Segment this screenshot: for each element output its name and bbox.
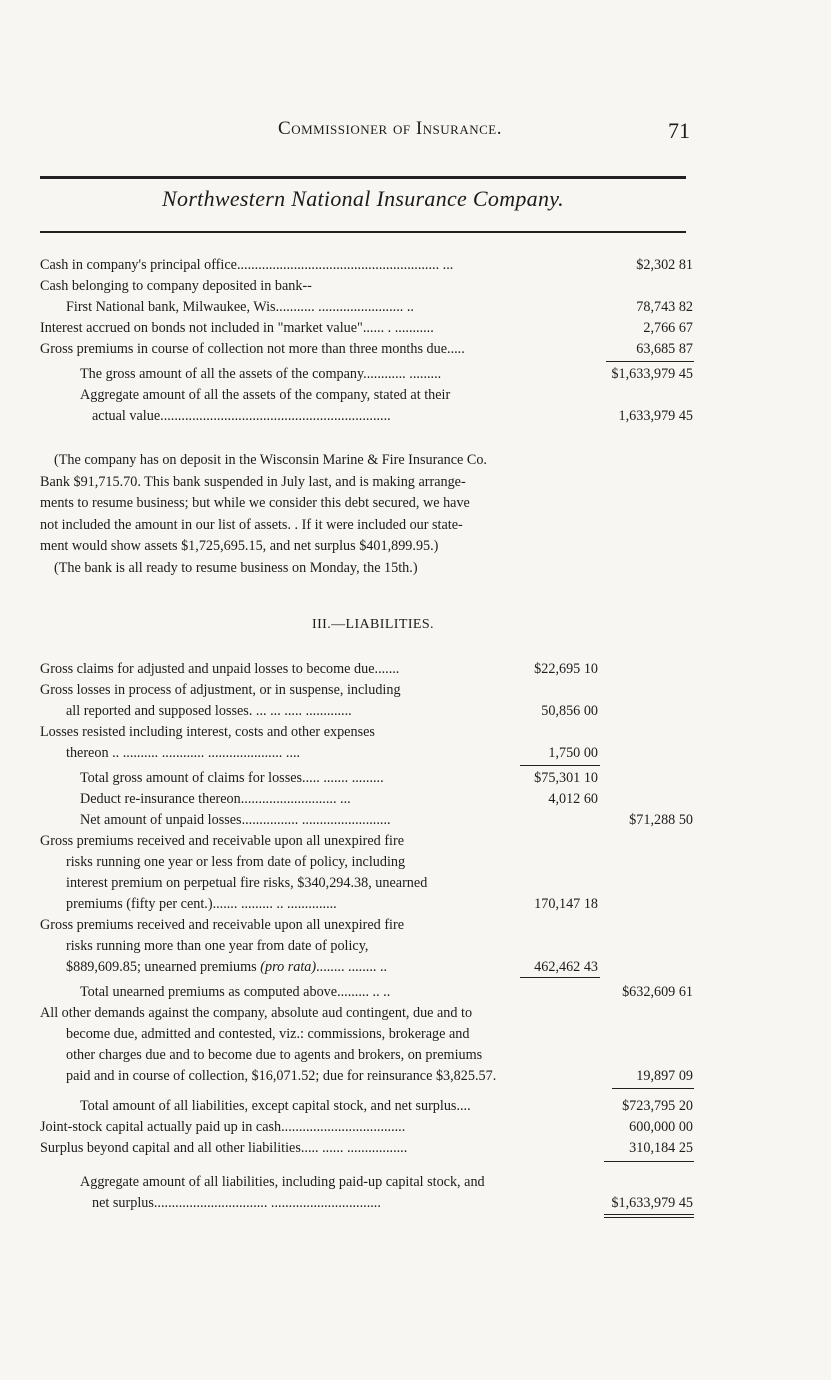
liability-row: Aggregate amount of all liabilities, including paid-up capital stock, and <box>80 1174 485 1190</box>
liability-row: risks running more than one year from date of policy, <box>66 938 369 954</box>
liability-amount: 19,897 09 <box>636 1068 693 1084</box>
asset-row: Cash belonging to company deposited in bank-- <box>40 278 312 294</box>
liability-row: thereon .. .......... ............ ..................... .... <box>66 745 301 761</box>
liability-amount: 1,750 00 <box>548 745 598 761</box>
section-heading: III.—LIABILITIES. <box>312 617 434 632</box>
liability-row: All other demands against the company, absolute aud contingent, due and to <box>40 1005 473 1021</box>
liability-row: Joint-stock capital actually paid up in cash................................... <box>40 1119 406 1135</box>
liability-row: Deduct re-insurance thereon........................... ... <box>80 791 351 807</box>
asset-amount: 78,743 82 <box>636 299 693 315</box>
asset-amount: 63,685 87 <box>636 341 693 357</box>
double-rule-bottom <box>604 1217 694 1218</box>
asset-row: Gross premiums in course of collection not more than three months due..... <box>40 341 465 357</box>
asset-row: First National bank, Milwaukee, Wis........... ........................ .. <box>66 299 414 315</box>
top-rule <box>40 176 686 179</box>
asset-total-rule <box>606 361 694 362</box>
asset-row: actual value................................................................. <box>92 408 391 424</box>
liability-amount: 462,462 43 <box>534 959 598 975</box>
liability-amount: $22,695 10 <box>534 661 598 677</box>
double-rule-top <box>604 1214 694 1215</box>
asset-row: Cash in company's principal office......................................................... ... <box>40 257 454 273</box>
liability-row: become due, admitted and contested, viz.: commissions, brokerage and <box>66 1026 470 1042</box>
liability-row: Losses resisted including interest, costs and other expenses <box>40 724 375 740</box>
liability-row: risks running one year or less from date of policy, including <box>66 854 406 870</box>
liability-row: interest premium on perpetual fire risks, $340,294.38, unearned <box>66 875 428 891</box>
premiums-total-rule <box>520 977 600 978</box>
asset-amount: 1,633,979 45 <box>618 408 693 424</box>
asset-row: Interest accrued on bonds not included in "market value"...... . ........... <box>40 320 434 336</box>
liability-row: Surplus beyond capital and all other liabilities..... ...... ................. <box>40 1140 408 1156</box>
company-name: Northwestern National Insurance Company. <box>162 186 564 211</box>
liability-row: Net amount of unpaid losses................ ......................... <box>80 812 391 828</box>
liability-amount: $75,301 10 <box>534 770 598 786</box>
liability-row: Gross losses in process of adjustment, or in suspense, including <box>40 682 401 698</box>
claims-total-rule <box>520 765 600 766</box>
liability-row: Total amount of all liabilities, except capital stock, and net surplus.... <box>80 1098 471 1114</box>
bank-note: (The company has on deposit in the Wisconsin Marine & Fire Insurance Co. Bank $91,715.70. This bank suspended in July last, and is making arrange- ments to resume business; but while we consider this debt secured, we have not included the amount in our list of assets. . If it were included our state- ment would show assets $1,725,695.15, and net surplus $401,899.95.) (The bank is all ready to resume business on Monday, the 15th.) <box>40 452 487 576</box>
page-number: 71 <box>668 118 690 143</box>
asset-amount: 2,766 67 <box>643 320 693 336</box>
asset-total-amount: $1,633,979 45 <box>611 366 693 382</box>
liability-amount: 4,012 60 <box>548 791 598 807</box>
asset-amount: $2,302 81 <box>636 257 693 273</box>
liabilities-total-rule <box>612 1088 694 1089</box>
liability-row: $889,609.85; unearned premiums (pro rata)........ ........ .. <box>66 959 388 975</box>
liability-row: other charges due and to become due to agents and brokers, on premiums <box>66 1047 483 1063</box>
liability-amount: 50,856 00 <box>541 703 598 719</box>
liability-row: Total unearned premiums as computed above......... .. .. <box>80 984 391 1000</box>
page-title: Commissioner of Insurance. <box>278 118 502 139</box>
liability-amount: 170,147 18 <box>534 896 598 912</box>
liability-row: Total gross amount of claims for losses..... ....... ......... <box>80 770 384 786</box>
grand-total-amount: $1,633,979 45 <box>611 1195 693 1211</box>
liability-row: Gross premiums received and receivable upon all unexpired fire <box>40 917 405 933</box>
liability-row: all reported and supposed losses. ... ... ..... ............. <box>66 703 352 719</box>
liability-row: paid and in course of collection, $16,071.52; due for reinsurance $3,825.57. <box>66 1068 497 1084</box>
liability-amount: 600,000 00 <box>629 1119 693 1135</box>
company-rule <box>40 231 686 233</box>
liability-row: premiums (fifty per cent.)....... ......... .. .............. <box>66 896 337 912</box>
liability-amount: $71,288 50 <box>629 812 693 828</box>
liability-amount: $723,795 20 <box>622 1098 693 1114</box>
asset-total-row: The gross amount of all the assets of the company............ ......... <box>80 366 442 382</box>
asset-row: Aggregate amount of all the assets of the company, stated at their <box>80 387 451 403</box>
liability-row: net surplus................................ ............................... <box>92 1195 381 1211</box>
liability-amount: $632,609 61 <box>622 984 693 1000</box>
grand-total-rule <box>604 1161 694 1162</box>
liability-row: Gross claims for adjusted and unpaid losses to become due....... <box>40 661 400 677</box>
liability-row: Gross premiums received and receivable upon all unexpired fire <box>40 833 405 849</box>
liability-amount: 310,184 25 <box>629 1140 693 1156</box>
